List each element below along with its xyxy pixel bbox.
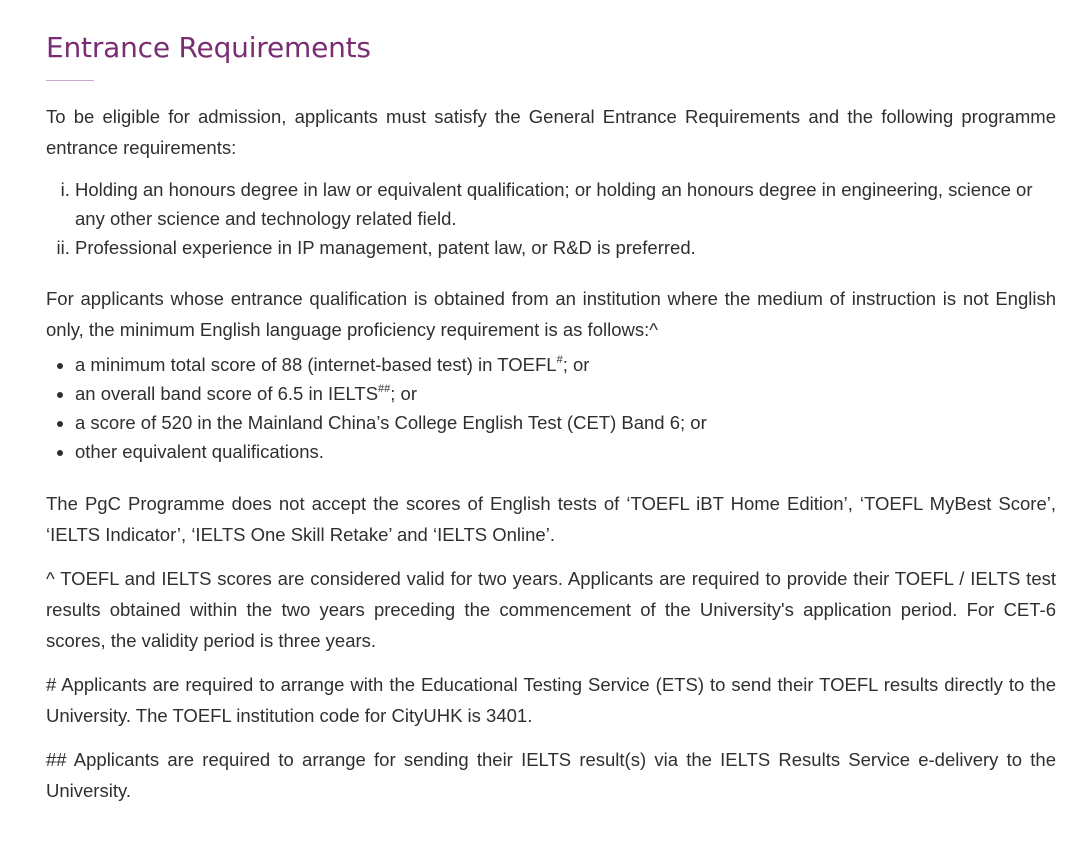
english-option-item [75,437,1056,466]
title-divider [46,80,94,81]
english-option-text: other equivalent qualifications. [75,441,324,462]
footnote-marker: ## [378,383,391,395]
ielts-footnote: ## Applicants are required to arrange for sending their IELTS result(s) via the IELTS Results Service e-delivery to the University. [46,749,1056,801]
intro-paragraph: To be eligible for admission, applicants must satisfy the General Entrance Requirements and the following programme entrance requirements: [46,106,1056,158]
english-option-item [75,350,1056,379]
footnote-marker: # [556,354,563,366]
english-option-text: a score of 520 in the Mainland China’s College English Test (CET) Band 6; or [75,412,707,433]
score-validity-note: ^ TOEFL and IELTS scores are considered valid for two years. Applicants are required to provide their TOEFL / IELTS test results obtained within the two years preceding the commencement of the University's application period. For CET-6 scores, the validity period is three years. [46,568,1056,651]
english-option-item [75,408,1056,437]
page-title: Entrance Requirements [46,31,371,64]
english-option-text: an overall band score of 6.5 in IELTS [75,383,379,404]
pgc-test-note: The PgC Programme does not accept the scores of English tests of ‘TOEFL iBT Home Edition’, ‘TOEFL MyBest Score’, ‘IELTS Indicator’, ‘IELTS One Skill Retake’ and ‘IELTS Online’. [46,493,1056,545]
english-option-suffix: ; or [390,383,418,404]
requirements-list [46,175,1056,262]
english-requirement-paragraph: For applicants whose entrance qualification is obtained from an institution where the medium of instruction is not English only, the minimum English language proficiency requirement is as follows:^ [46,288,1056,340]
requirement-item: i. Holding an honours degree in law or equivalent qualification; or holding an honours degree in engineering, science or any other science and technology related field. [75,175,1056,233]
english-option-text: a minimum total score of 88 (internet-based test) in TOEFL [75,354,557,375]
toefl-footnote: # Applicants are required to arrange with the Educational Testing Service (ETS) to send their TOEFL results directly to the University. The TOEFL institution code for CityUHK is 3401. [46,674,1056,726]
english-option-item [75,379,1056,408]
english-options-list [46,350,1056,466]
english-option-suffix: ; or [562,354,590,375]
requirement-item: ii. Professional experience in IP management, patent law, or R&D is preferred. [75,233,1056,262]
